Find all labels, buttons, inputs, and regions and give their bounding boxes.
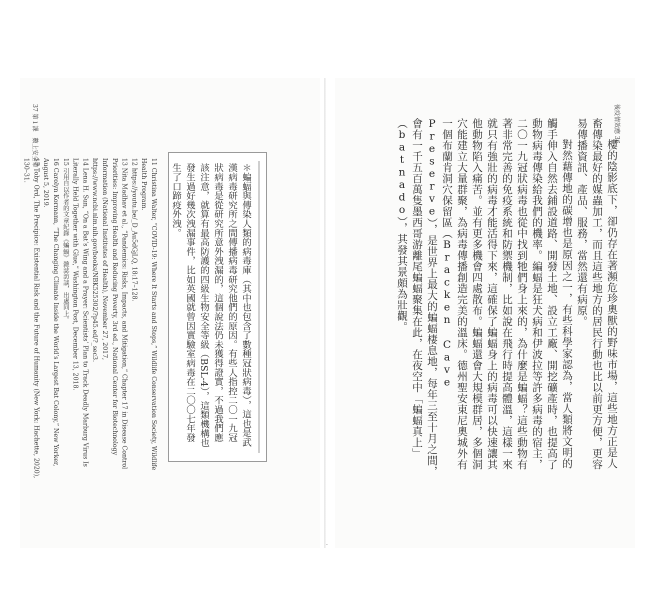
center-dot-mark: · [326,542,328,549]
body-paragraph-2: 對然藉傳地的碳增也是原因之一，有些科學家認為，當人類將文明的觸手伸入自然去鋪設道路、開發土地、設立工廠、開挖礦產時，也提高了動物病毒傳染給我們的機率。編蝠是狂犬病和伊波拉等許多病毒的宿主，二〇一九冠狀病毒也從中找到牠們身上來的，為什麼是蝙蝠？這些動物有著非常完善的免疫系統和防禦機制，比如說在飛行時提高體溫，這樣一來就只有強壯的病毒才能活得下來，這確保了蝙蝠身上的病毒可以快速讓其他動物陷入痛苦。並有更多機會四處散布。蝙蝠還會大規模群居，多個洞穴能建立大量群聚，為病毒傳播創造完美的溫床。德州聖安東尼奧城外有一個布蘭肯洞穴保留區（Bracken Cave Preserve），是世界上最大的蝙蝠棲息地，每年三至十月之間，會有一千五百萬隻墨西哥游離尾蝙蝠聚集在此，在夜空中「蝙蝠真上」（batnado），其發其景頗為壯觀。 [396,118,573,477]
body-paragraph-1: 樓的陰影底下，卻仍存在著瀕危珍奧獸的野味市場，這些地方正是人畜傳染最好的媒蟲加工，而且這些地方的居民行動也比以前更方便，更容易傳播資訊、產品、服務，當然還有病原。 [576,118,618,470]
endnote-16: 16 Carolyn Kormann, “The Changing Climate Inside the World’s Largest Bat Colony,” New Yorker, August 5, 2019. [42,158,60,467]
book-gutter [324,78,326,548]
endnotes [22,158,158,488]
endnote-14: 14 Lena H. Sun, “On a Bat’s Wing and a Prayer: Scientists’ Plan to Track Deadly Marburg Virus Is Literally Held Together with Glue,” Washington Post, December 13, 2018. [71,158,89,467]
endnote-12: 12 https://youtu.be/_D_Au5dGjLQ, 18:17–128. [130,158,138,302]
sidebar-rule [258,161,260,453]
right-running-header: 後疫情效應 36 [613,104,620,144]
endnote-17: 17 Toby Ord, The Precipice: Existential Risk and the Future of Humanity (New York: Hachette, 2020), 130–31. [22,158,40,479]
main-body-text [396,118,619,478]
endnote-13: 13 Nita Madhav et al., “Pandemics: Risks, Impacts, and Mitigation,” Chapter 17 in Disease Control Priorities: Improving Health and Reducing Poverty, 3rd ed., National Center for Biotechnology Information (National Institutes of Health), November 27, 2017, https://www.ncbi.nlm.nih.gov/books/NBK525302/?p45.ed/?_sec3. [91,158,128,470]
sidebar-note-box [168,152,267,462]
left-running-header: 37 第１課 數上安全帶 [31,104,38,168]
sidebar-note-text: ＊蝙蝠與傳染人類的病毒庫（其中也包含了數種冠狀病毒），這也是武漢病毒研究所之間傳播病毒研究他們的原因。有些人指控二〇一九冠狀病毒是從研究所意外洩漏的，這個說法仍未獲得證實，不過我們應該注意，就算有最高防護的四級生物安全等級（BSL-4），這類機構也發生過好幾次洩漏事件，比如英國就曾因實驗室病毒在二〇〇七年發生了口蹄疫外洩。 [170,163,251,448]
endnote-11: 11 Christina Walter, “COVID-19: Where It Starts and Stops,” Wildlife Conservation Society, Wildlife Health Program. [140,158,157,471]
endnote-15: 15 引用自以作者的文章紀錄《蝙蝠》雜誌訪談，出處同上。 [61,158,69,323]
